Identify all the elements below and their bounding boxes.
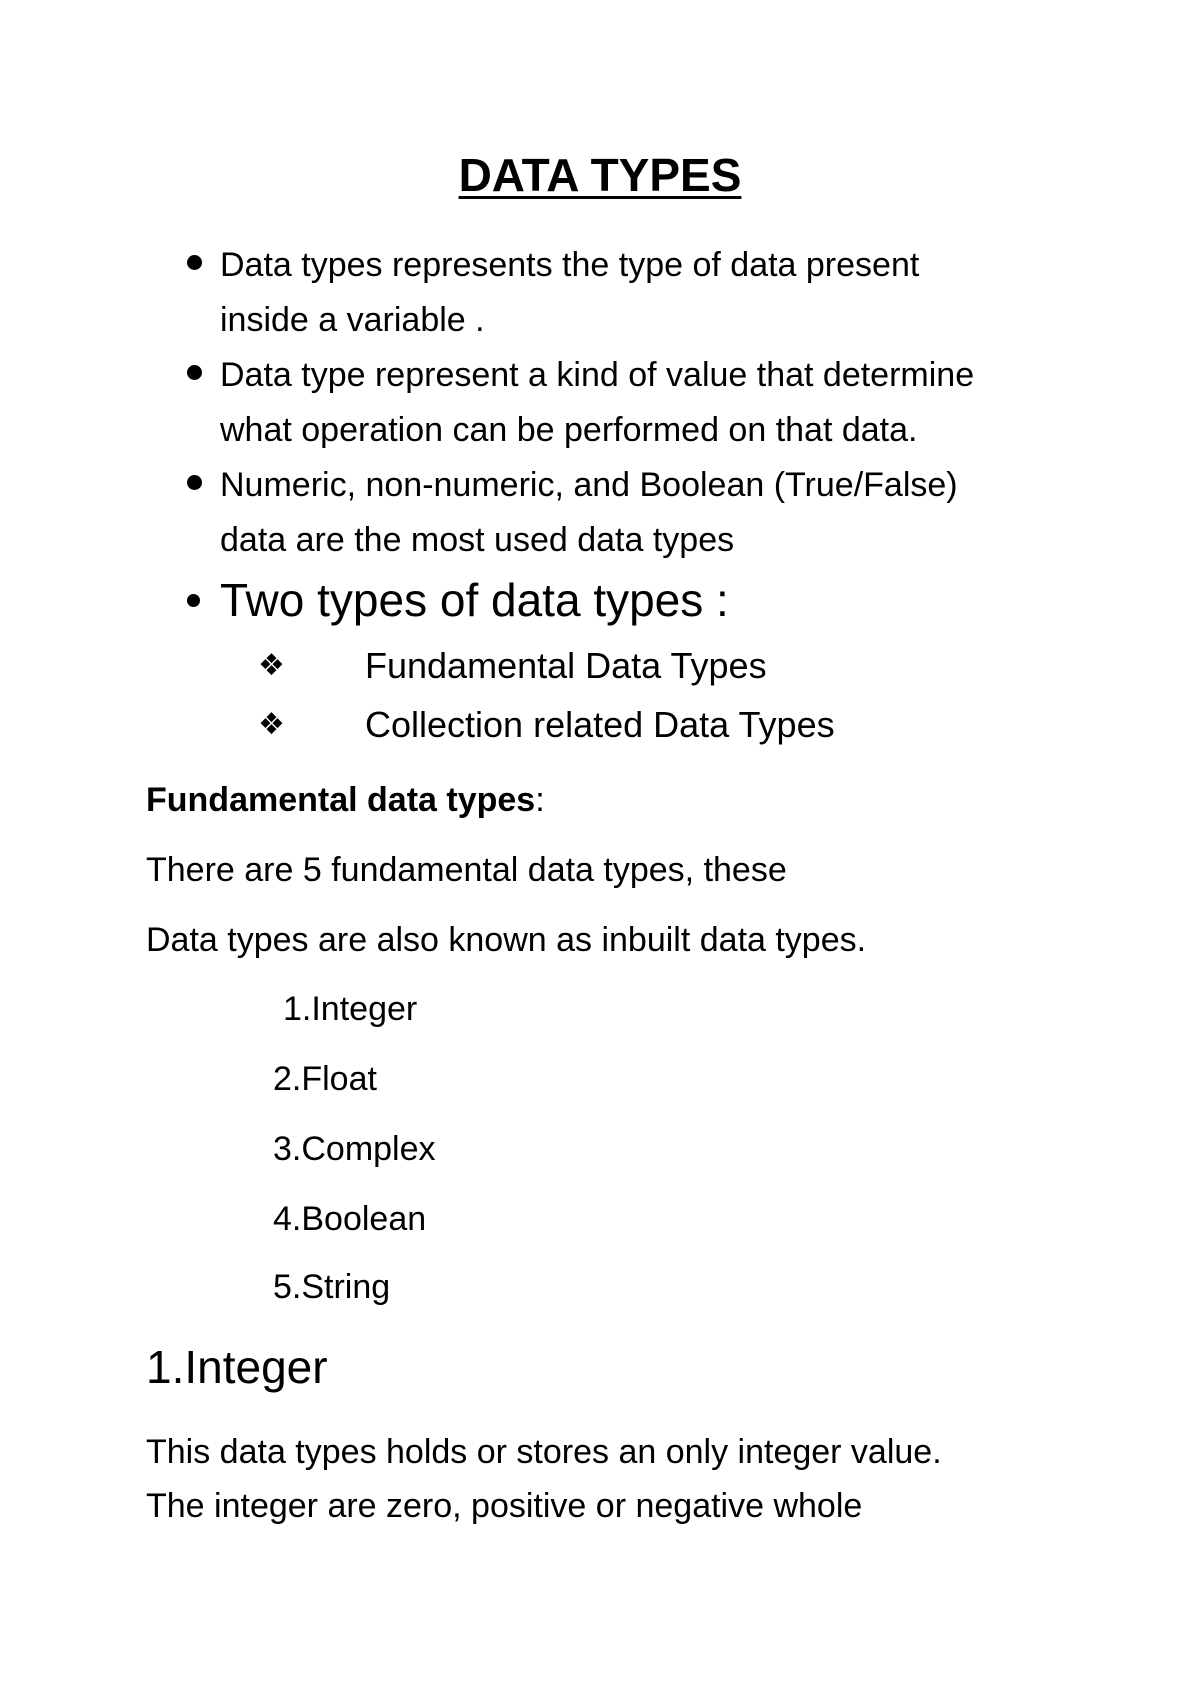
bullet-item-large — [183, 570, 1103, 630]
numbered-item: 1.Integer — [283, 990, 418, 1028]
diamond-bullet-icon: ❖ — [258, 649, 285, 682]
bullet-line: data are the most used data types — [220, 521, 735, 559]
bullet-item — [183, 458, 1103, 568]
numbered-item: 2.Float — [273, 1060, 377, 1098]
sub-bullet-item — [258, 636, 1118, 695]
fundamental-intro: There are 5 fundamental data types, these — [146, 851, 787, 889]
page-title: DATA TYPES — [458, 149, 742, 201]
numbered-item: 5.String — [273, 1268, 391, 1306]
numbered-item: 4.Boolean — [273, 1200, 427, 1238]
fundamental-intro-2: Data types are also known as inbuilt data types. — [146, 921, 867, 959]
sub-bullet-item — [258, 695, 1118, 754]
bullet-line: Data type represent a kind of value that determine — [220, 356, 975, 394]
section-heading-colon: : — [535, 781, 545, 819]
bullet-line: what operation can be performed on that data. — [220, 411, 918, 449]
sub-bullet-label: Fundamental Data Types — [365, 645, 767, 686]
section-heading-text: Fundamental data types — [146, 781, 536, 819]
bullet-list — [183, 238, 1103, 630]
bullet-line: Two types of data types : — [220, 574, 729, 626]
paragraph-line: The integer are zero, positive or negative whole — [146, 1487, 863, 1525]
bullet-dot-icon — [187, 594, 200, 607]
bullet-dot-icon — [187, 475, 202, 490]
numbered-item: 3.Complex — [273, 1130, 436, 1168]
diamond-bullet-icon: ❖ — [258, 708, 285, 741]
bullet-item — [183, 238, 1103, 348]
bullet-dot-icon — [187, 255, 202, 270]
bullet-line: Data types represents the type of data present — [220, 246, 920, 284]
bullet-item — [183, 348, 1103, 458]
bullet-dot-icon — [187, 365, 202, 380]
sub-bullet-label: Collection related Data Types — [365, 704, 835, 745]
integer-paragraph — [146, 1425, 1106, 1533]
sub-bullet-list — [258, 636, 1118, 754]
paragraph-line: This data types holds or stores an only integer value. — [146, 1433, 942, 1471]
section-heading-integer: 1.Integer — [146, 1341, 328, 1393]
section-heading-fundamental — [146, 783, 545, 817]
bullet-line: inside a variable . — [220, 301, 485, 339]
bullet-line: Numeric, non-numeric, and Boolean (True/False) — [220, 466, 958, 504]
